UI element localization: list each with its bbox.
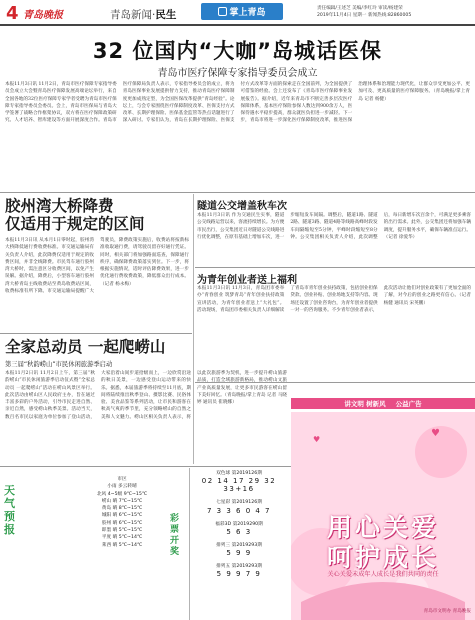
story2-title-2: 仅适用于规定的区间 <box>5 215 145 233</box>
ad-tag: 公益广告 <box>395 400 422 408</box>
lead-subheadline: 青岛市医疗保障专家指导委员会成立 <box>157 68 318 79</box>
story3-body <box>197 212 471 264</box>
weather-line: 胶州 晴 6℃~15℃ <box>101 520 143 526</box>
ad-footer: 关心关爱未成年人成长是我们共同的责任 <box>327 571 439 578</box>
weather-list <box>58 476 186 549</box>
story3-title: 隧道公交增盖秋车次 <box>197 201 287 212</box>
section-bold: 民生 <box>155 9 177 21</box>
app-icon <box>218 7 227 16</box>
date-line: 2019年11月4日 星期一 新闻热线:82860005 <box>317 13 412 18</box>
lead-body-text: 本报11月3日讯 11月2日，青岛市医疗保障专家指导委员会成立大会暨青岛医疗保障发展高端论坛举行，来自全国各地的32位医疗保障专家学者受聘为青岛市医疗保障专家指导委员会委员。会上，青岛市医保局与青岛大学签署了战略合作框架协议，双方将在医疗保障政策研究、人才培养、智库建设等方面开展深度合作。青岛市医疗保障局负责人表示，专家指导委员会的成立，将为青岛医保事业发展提供智力支持，推动青岛医疗保障制度更加成熟定型，为全国医保改革提供“青岛经验”。论坛上，与会专家围绕医疗保障制度改革、医保支付方式改革、长期护理保险、医保基金监管等热点话题进行了深入研讨。专家们认为，青岛在长期护理保险、医保支付方式改革等方面的探索走在全国前列，为全国提供了可借鉴的经验。会上还发布了《青岛市医疗保障事业发展报告》。据介绍，近年来青岛市不断完善多层次医疗保障体系，基本医疗保险参保人数达到900余万人，医保待遇水平稳步提高，群众就医负担进一步减轻。下一步，青岛市将进一步深化医疗保障制度改革，推进医保治理体系和治理能力现代化，让群众享受更加公平、更加可及、更高质量的医疗保障服务。 <box>5 82 470 124</box>
weather-line: 即墨 晴 5℃~15℃ <box>101 528 143 534</box>
divider <box>195 267 475 268</box>
lottery-item-label: 双色球 第2019126期 <box>216 471 262 476</box>
story5-title: 为青年创业者送上福利 <box>197 275 297 286</box>
lottery-label: 彩票开奖 <box>170 514 180 557</box>
lottery-item-numbers: 7 3 3 6 0 4 7 <box>206 506 272 515</box>
weather-line: 黄岛 晴 8℃~15℃ <box>101 506 143 512</box>
ad-credit: 青岛市文明办 青岛晚报 <box>423 609 471 614</box>
story5-body-text: 本报11月3日讯 11月3日，青岛团市委举办“青春创业 筑梦青岛”青年创业扶持政策宣讲活动，为青年创业者送上“大礼包”。活动现场，青岛团市委相关负责人详细解读了青岛市青年创业扶持政策，包括创业担保贷款、创业补贴、创业场地支持等内容。现场还设置了创业咨询台，为青年创业者提供一对一的咨询服务。不少青年创业者表示，此次活动让他们对创业政策有了更加全面的了解，对今后的创业之路更有信心。 <box>197 286 471 313</box>
ad-headline-1: 用心关爱 <box>326 513 439 542</box>
lottery-item-label: 排列三 第2019293期 <box>216 542 262 548</box>
lottery-item-numbers: 5 6 3 <box>226 527 252 536</box>
lottery-item-label: 排列五 第2019293期 <box>216 564 262 570</box>
story3-byline: （记者 徐爱华） <box>383 234 418 240</box>
divider <box>0 192 475 193</box>
lottery-item-numbers: 02 14 17 29 32 33+16 <box>201 477 277 494</box>
lottery-item-label: 福彩3D 第2019290期 <box>215 521 263 527</box>
story2-byline: （记者 杨永梅） <box>100 281 134 287</box>
story2-body <box>5 237 189 329</box>
story2-title-1: 胶州湾大桥降费 <box>5 197 114 215</box>
lottery-panel <box>192 466 286 618</box>
weather-line: 小雨 多云转晴 <box>107 484 137 490</box>
heart-icon: ♥ <box>431 428 440 439</box>
ad-slogan: 讲文明 树新风 <box>344 400 386 408</box>
weather-line: 莱西 晴 5℃~14℃ <box>101 542 143 548</box>
weather-line: 平度 晴 5℃~14℃ <box>101 535 143 541</box>
weather-label: 天气预报 <box>4 484 15 536</box>
story4-byline: （青岛晚报/掌上青岛 记者 马晓婷 通讯员 崔晓娜） <box>197 392 287 406</box>
header-rule <box>0 24 475 26</box>
story5-byline: （记者 杨健 通讯员 宋英鹏） <box>383 293 471 306</box>
divider <box>0 333 192 334</box>
weather-line: 市区 <box>117 477 127 482</box>
ad-headline-2: 呵护成长 <box>326 543 439 572</box>
lead-byline: （青岛晚报/掌上青岛 记者 杨健） <box>358 89 470 102</box>
page-number: 4 <box>6 3 19 24</box>
lead-body <box>5 81 470 189</box>
story4-title: 全家总动员 一起爬崂山 <box>5 338 166 356</box>
story4-body-text: 本报11月2日讯 11月2日上午，第三届“秋韵崂山”市民休闲旅游季启动仪式暨“全家总动员 一起爬崂山”活动在崂山风景区举行。此次活动由崂山区人民政府主办，旨在通过丰富多彩的户外活动，引导市民走进自然、亲近自然，感受崂山秋季美景。活动当天，数百名市民以家庭为单位参加了登山活动，大家沿着山间步道拾级而上，一边欣赏沿途的秋日美景，一边感受登山运动带来的快乐。据悉，本届旅游季将持续至11月底，期间将陆续推出秋季登山、摄影比赛、民俗体验、美食品鉴等系列活动，让市民和游客在秋高气爽的季节里，充分领略崂山的自然之美和人文魅力。崂山区相关负责人表示，将以此次旅游季为契机，进一步提升崂山旅游品质，打造全域旅游新格局，推动崂山文旅产业高质量发展，让更多市民游客在崂山留下美好回忆。 <box>5 371 287 420</box>
story4-subtitle: 第三届“秋韵崂山”市民休闲旅游季启动 <box>5 361 113 368</box>
weather-line: 崂山 晴 7℃~15℃ <box>101 498 143 504</box>
section-name <box>110 7 176 22</box>
lottery-item-numbers: 5 9 9 <box>226 549 252 558</box>
weather-line: 城阳 晴 6℃~15℃ <box>101 513 143 519</box>
app-badge <box>201 3 283 20</box>
lead-headline: 32 位国内“大咖”岛城话医保 <box>92 39 383 63</box>
story2-body-text: 本报11月3日讯 从本月1日零时起，胶州湾大桥降低通行费收费标准。市交通运输局有关负责人介绍，此次降费仅适用于规定的收费区间，并非全线降费。市民驾车通行胶州湾大桥时，需注意区分收费区间，以免产生误解。据介绍，降费后，小型客车通行胶州湾大桥青岛主线收费站至黄岛收费站区间，收费标准有所下降。市交通运输局提醒广大驾驶员，降费政策实施后，收费站将按新标准收取通行费，请驾驶员留存好通行凭证。同时，相关部门将加强路面巡查，保障通行秩序，确保降费政策落实到位。下一步，将根据实施情况，适时评估降费效果，进一步优化通行费收费政策，降低群众出行成本。 <box>5 238 189 295</box>
bubble-shape <box>415 426 467 478</box>
story5-body <box>197 285 471 377</box>
heart-icon: ♥ <box>313 435 321 444</box>
lottery-item-numbers: 5 9 9 7 9 <box>216 570 262 579</box>
story3-body-text: 本报11月3日讯 作为交通民生实事，隧道公交线路运营以来，客流持续增长。为方便市民出行，公交集团近日对隧道公交线路进行优化调整，在原有基础上增加车次，进一步缩短发车间隔。调整后，隧道1路、隧道2路、隧道3路、隧道4路等线路高峰时段发车间隔缩短至5分钟，平峰时段缩短至8分钟。公交集团相关负责人介绍，此次调整后，每日新增车次百余个，可满足更多乘客的出行需求。此外，公交集团还将加强车辆调度，提升服务水平，确保车辆准点运行。 <box>197 213 471 240</box>
app-name: 掌上青岛 <box>229 8 266 18</box>
ad-header <box>291 398 475 409</box>
newspaper-logo: 青岛晚报 <box>23 10 63 21</box>
public-service-ad <box>291 412 475 620</box>
editor-line: 责任编辑/王述芝 美编/李红玲 审读/杨建荣 <box>317 6 403 11</box>
weather-line: 北风 4~5级 9℃~15℃ <box>96 491 148 497</box>
section-prefix: 青岛新闻· <box>110 9 156 21</box>
lottery-item-label: 七星彩 第2019126期 <box>216 500 262 506</box>
story4-body <box>5 370 287 464</box>
